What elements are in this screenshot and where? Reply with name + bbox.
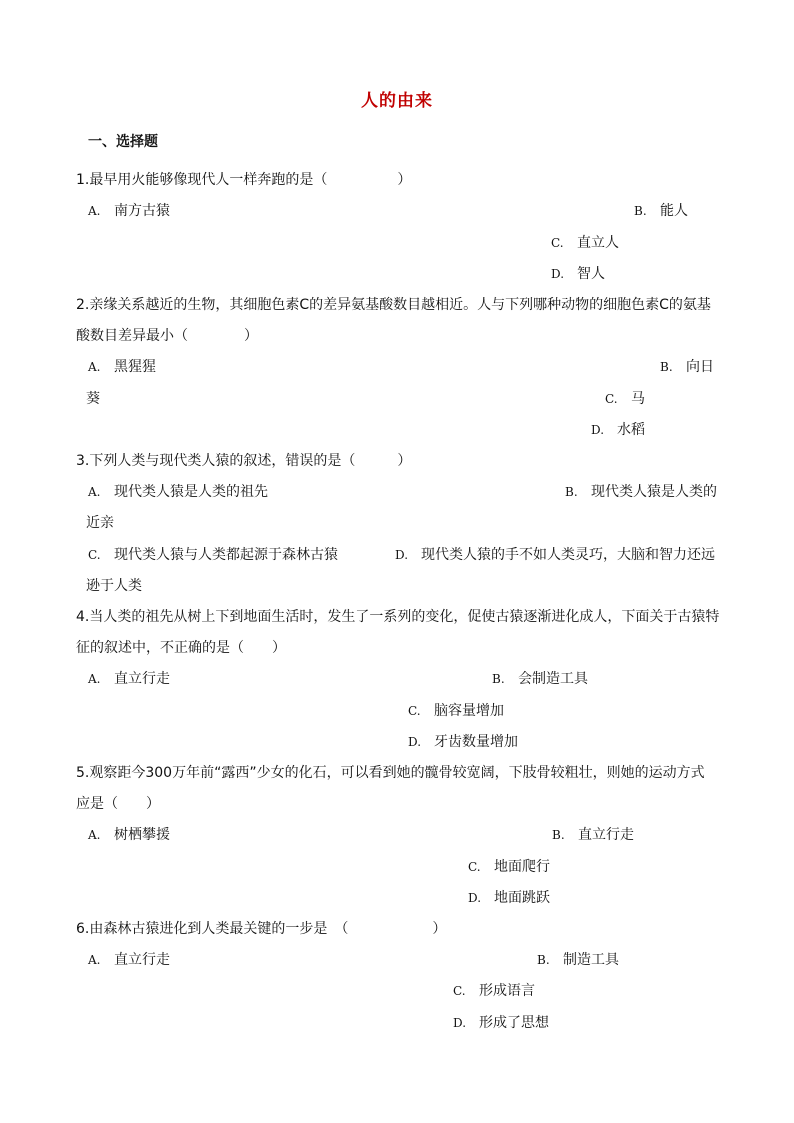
q1-option-d — [551, 264, 605, 284]
q4-option-d — [408, 732, 518, 752]
question-3-stem: 3.下列人类与现代类人猿的叙述，错误的是（ ） — [76, 453, 412, 469]
option-letter: C. — [468, 860, 481, 874]
section-heading: 一、选择题 — [88, 134, 158, 150]
option-text: 现代类人猿是人类的 — [591, 484, 717, 500]
option-letter: A. — [88, 828, 101, 842]
q1-option-a — [88, 201, 170, 221]
option-text: 脑容量增加 — [434, 703, 504, 719]
q2-option-c — [605, 389, 645, 409]
option-letter: B. — [537, 953, 550, 967]
q6-option-d — [453, 1013, 549, 1033]
option-letter: D. — [468, 891, 482, 905]
q3-option-d — [395, 545, 715, 565]
q4-option-a — [88, 669, 170, 689]
option-letter: D. — [551, 267, 565, 281]
q4-option-b — [492, 669, 588, 689]
option-text: 树栖攀援 — [114, 827, 170, 843]
option-text: 直立行走 — [114, 952, 170, 968]
q3-option-d-continued: 逊于人类 — [86, 578, 142, 594]
option-text: 形成语言 — [479, 983, 535, 999]
option-text: 水稻 — [617, 422, 645, 438]
q6-option-b — [537, 950, 619, 970]
option-letter: C. — [453, 984, 466, 998]
q5-option-d — [468, 888, 550, 908]
q2-option-a — [88, 357, 156, 377]
option-letter: B. — [565, 485, 578, 499]
q4-option-c — [408, 701, 504, 721]
question-4-stem-line-1: 4.当人类的祖先从树上下到地面生活时，发生了一系列的变化，促使古猿逐渐进化成人，下面关于古猿特 — [76, 609, 720, 625]
option-text: 牙齿数量增加 — [434, 734, 518, 750]
q2-option-d — [591, 420, 645, 440]
option-letter: C. — [88, 548, 101, 562]
option-text: 向日 — [686, 359, 714, 375]
option-letter: C. — [408, 704, 421, 718]
option-letter: A. — [88, 360, 101, 374]
option-text: 直立行走 — [114, 671, 170, 687]
option-text: 南方古猿 — [114, 203, 170, 219]
option-text: 现代类人猿与人类都起源于森林古猿 — [114, 547, 338, 563]
q6-option-a — [88, 950, 170, 970]
option-text: 会制造工具 — [518, 671, 588, 687]
option-text: 黑猩猩 — [114, 359, 156, 375]
q1-option-b — [634, 201, 688, 221]
q3-option-a — [88, 482, 268, 502]
question-1-stem: 1.最早用火能够像现代人一样奔跑的是（ ） — [76, 172, 412, 188]
q2-option-b — [660, 357, 714, 377]
option-text: 现代类人猿是人类的祖先 — [114, 484, 268, 500]
option-letter: B. — [660, 360, 673, 374]
q5-option-c — [468, 857, 550, 877]
option-letter: A. — [88, 672, 101, 686]
option-letter: A. — [88, 485, 101, 499]
question-2-stem-line-2: 酸数目差异最小（ ） — [76, 328, 258, 344]
option-text: 马 — [631, 391, 645, 407]
option-letter: C. — [605, 392, 618, 406]
option-letter: B. — [552, 828, 565, 842]
option-letter: A. — [88, 953, 101, 967]
q3-option-b — [565, 482, 717, 502]
option-letter: A. — [88, 204, 101, 218]
option-text: 地面爬行 — [494, 859, 550, 875]
option-letter: D. — [395, 548, 409, 562]
option-letter: B. — [634, 204, 647, 218]
option-letter: B. — [492, 672, 505, 686]
page-title: 人的由来 — [361, 91, 433, 111]
option-letter: D. — [408, 735, 422, 749]
option-text: 现代类人猿的手不如人类灵巧，大脑和智力还远 — [421, 547, 715, 563]
option-text: 直立行走 — [578, 827, 634, 843]
q6-option-c — [453, 981, 535, 1001]
option-text: 能人 — [660, 203, 688, 219]
option-letter: D. — [591, 423, 605, 437]
question-6-stem: 6.由森林古猿进化到人类最关键的一步是 （ ） — [76, 921, 447, 937]
option-text: 智人 — [577, 266, 605, 282]
q3-option-b-continued: 近亲 — [86, 515, 114, 531]
option-text: 地面跳跃 — [494, 890, 550, 906]
question-4-stem-line-2: 征的叙述中，不正确的是（ ） — [76, 640, 286, 656]
q2-option-b-continued: 葵 — [86, 391, 100, 407]
q3-option-c — [88, 545, 338, 565]
option-letter: C. — [551, 236, 564, 250]
option-text: 形成了思想 — [479, 1015, 549, 1031]
option-text: 直立人 — [577, 235, 619, 251]
question-5-stem-line-2: 应是（ ） — [76, 796, 160, 812]
q1-option-c — [551, 233, 619, 253]
question-2-stem-line-1: 2.亲缘关系越近的生物，其细胞色素C的差异氨基酸数目越相近。人与下列哪种动物的细胞色素C的氨基 — [76, 297, 711, 313]
option-text: 制造工具 — [563, 952, 619, 968]
option-letter: D. — [453, 1016, 467, 1030]
question-5-stem-line-1: 5.观察距今300万年前“露西”少女的化石，可以看到她的髋骨较宽阔，下肢骨较粗壮，则她的运动方式 — [76, 765, 705, 781]
q5-option-b — [552, 825, 634, 845]
q5-option-a — [88, 825, 170, 845]
